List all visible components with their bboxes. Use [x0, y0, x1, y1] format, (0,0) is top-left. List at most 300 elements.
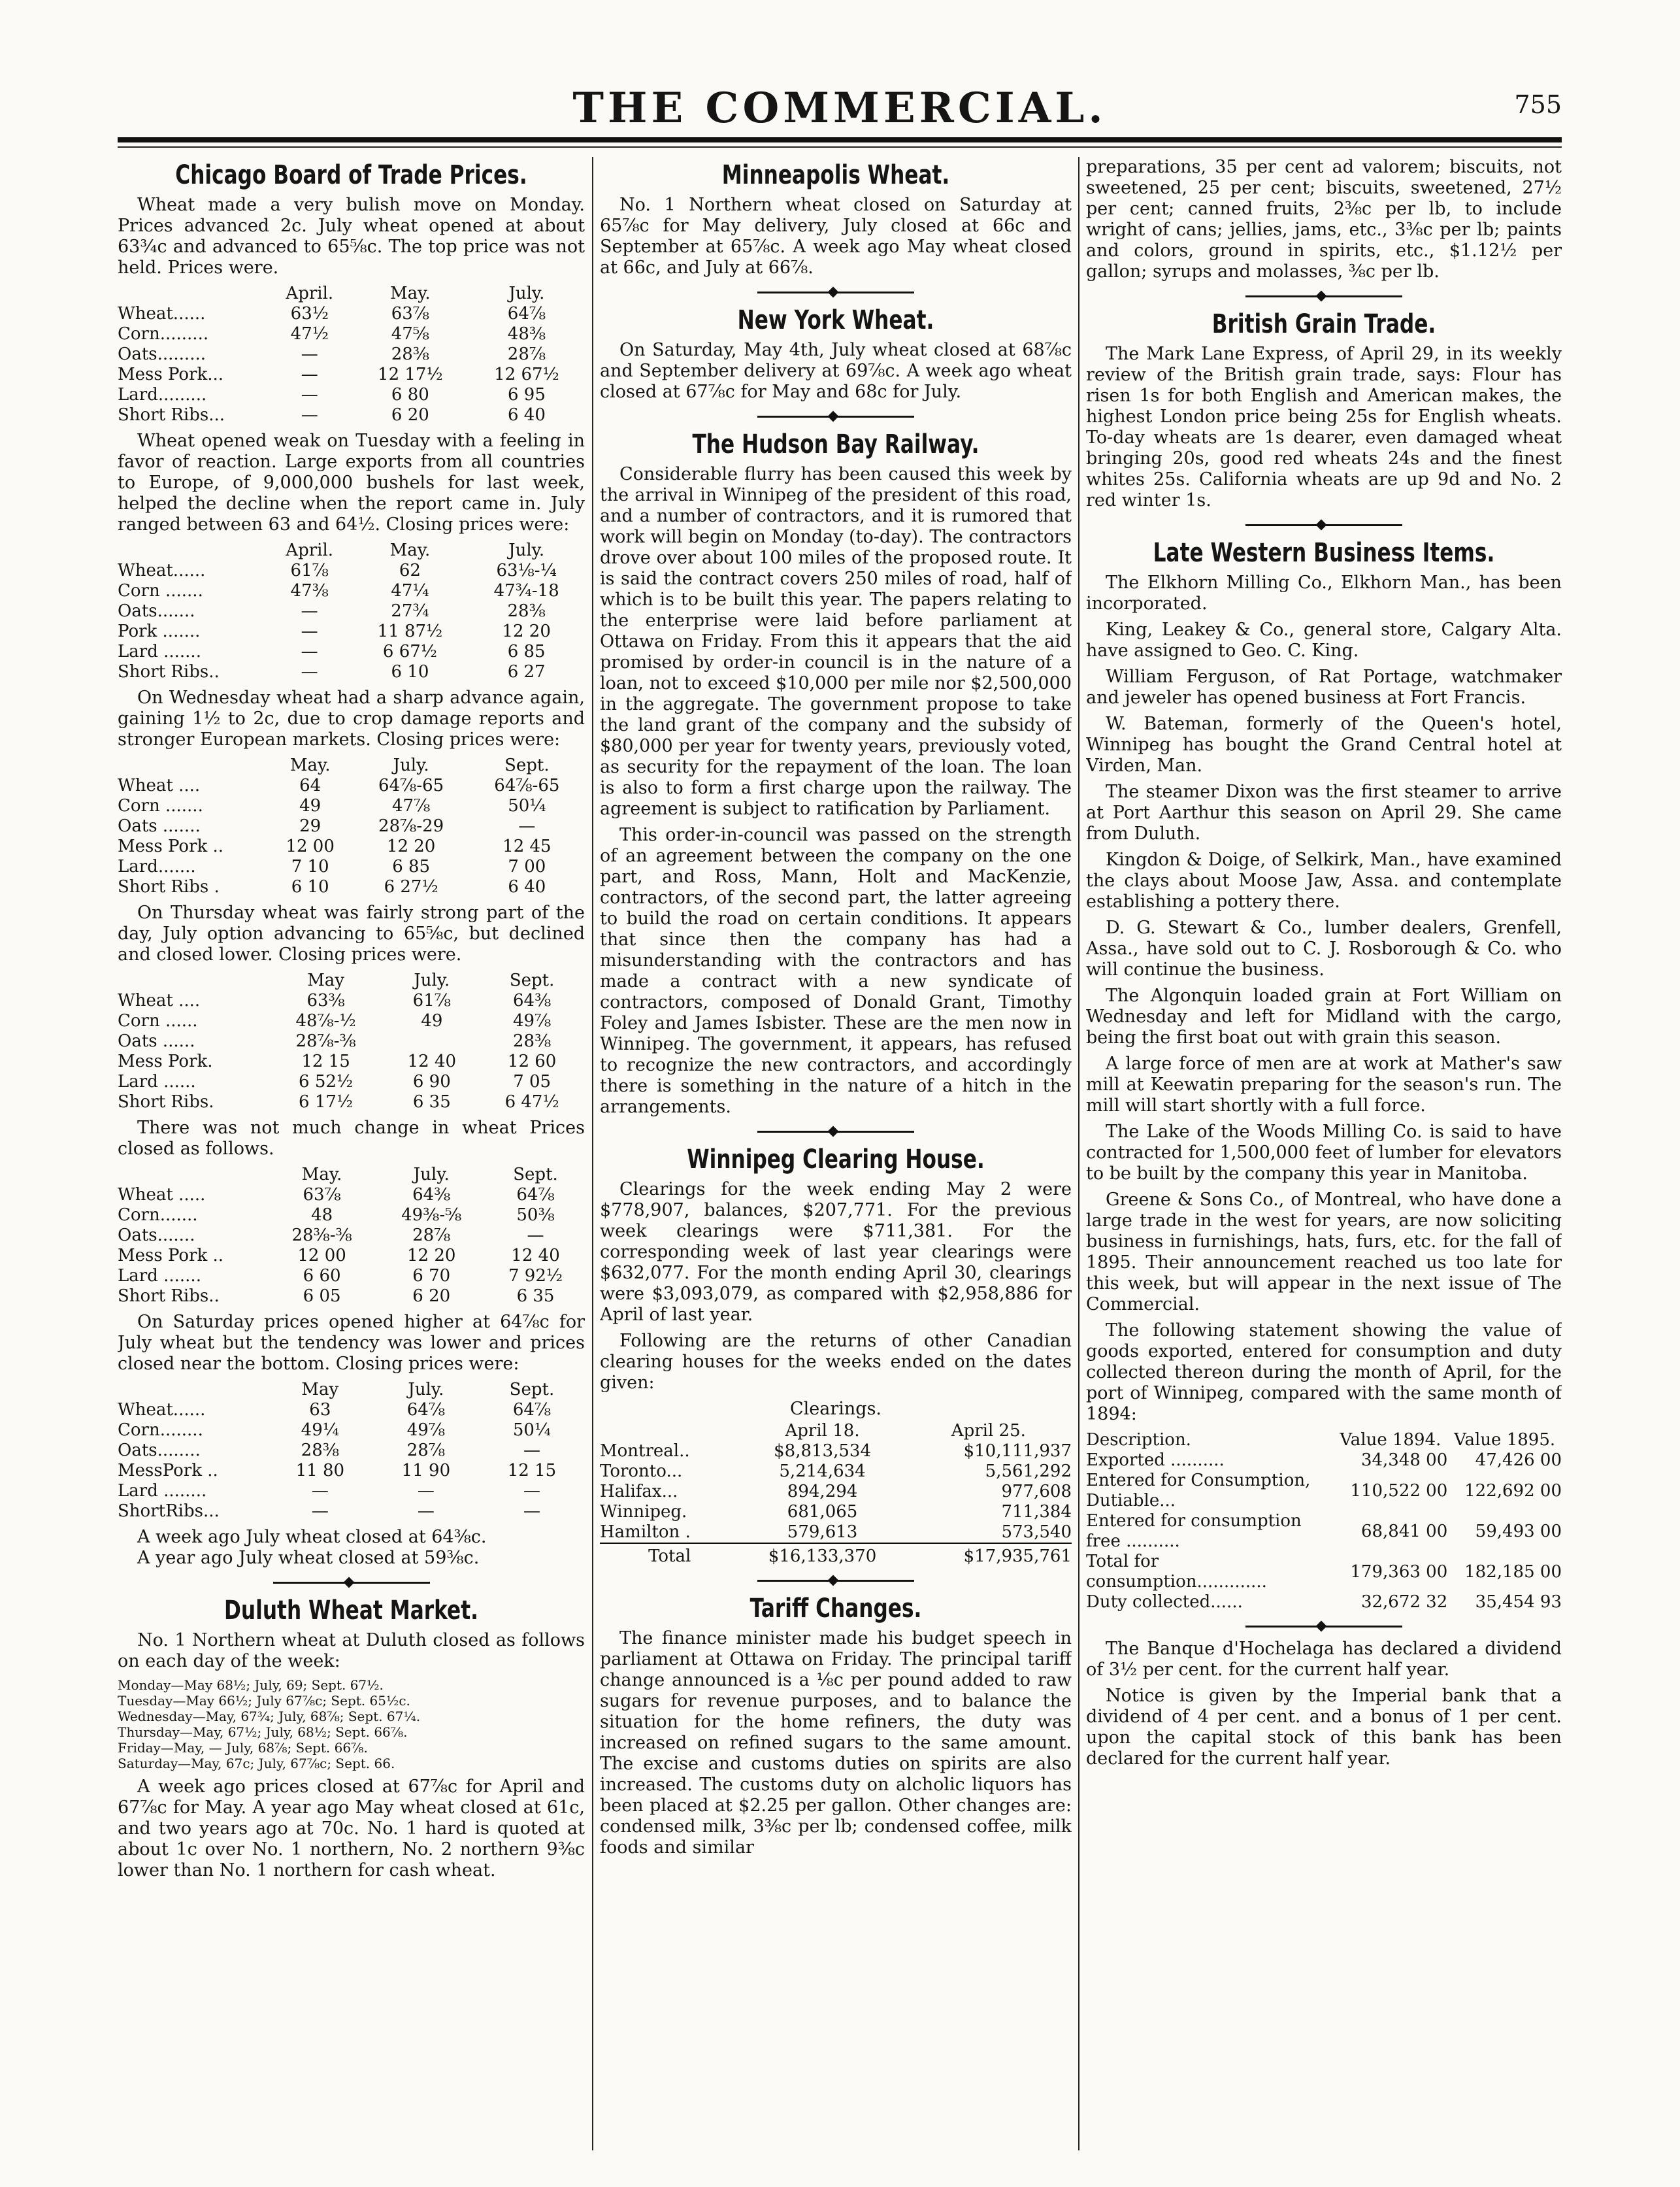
commodity-label: Corn ...... — [118, 1011, 198, 1031]
commodity-label: Short Ribs... — [118, 405, 225, 425]
price-cell: 50¼ — [512, 1420, 552, 1440]
price-cell: 6 70 — [412, 1266, 451, 1286]
chicago-para-8: A year ago July wheat closed at 59⅜c. — [137, 1548, 480, 1568]
customs-header: Value 1895. — [1454, 1430, 1556, 1450]
commodity-label: Corn ....... — [118, 581, 203, 601]
price-row — [118, 1266, 585, 1286]
commodity-label: Wheat .... — [118, 776, 201, 795]
customs-value: 110,522 00 — [1350, 1480, 1448, 1501]
price-column-header: May. — [389, 541, 431, 560]
clearings-cell: 579,613 — [787, 1522, 858, 1542]
customs-row — [1086, 1552, 1562, 1592]
price-row — [118, 1481, 585, 1501]
duluth-day: Friday—May, — July, 68⅞; Sept. 66⅞. — [118, 1740, 368, 1756]
price-cell: 11 90 — [401, 1461, 451, 1480]
price-cell: 63⅛-¼ — [496, 561, 557, 580]
commodity-label: Wheat .... — [118, 991, 201, 1010]
price-cell: — — [523, 1501, 540, 1521]
price-header-row — [118, 971, 585, 991]
customs-row — [1086, 1450, 1562, 1471]
price-row — [118, 857, 585, 877]
chicago-para-5: There was not much change in wheat Prices closed as follows. — [118, 1118, 585, 1159]
price-cell: 64⅞-65 — [494, 776, 560, 795]
clearings-header: April 18. — [785, 1421, 860, 1441]
price-cell: 64⅞ — [406, 1400, 446, 1420]
hudson-para-2: This order-in-council was passed on the strength of an agreement between the company on the one part, and Ross, Mann, Holt and MacKenzie, contractors, of the second part, the latter agreeing to build the road on certain conditions. It appears that since then the company has had a misunderstanding with the contractors and has made a contract with a new syndicate of contractors, composed of Donald Grant, Timothy Foley and James Isbister. These are the men now in Winnipeg. The government, it appears, has refused to recognize the new contractors, and accordingly there is something in the nature of a hitch in the arrangements. — [600, 825, 1072, 1117]
column-rule-2 — [1078, 157, 1079, 2150]
price-row — [118, 1501, 585, 1522]
customs-value: 47,426 00 — [1475, 1450, 1562, 1470]
price-cell: 6 27 — [507, 662, 546, 682]
price-cell: 63½ — [290, 304, 329, 324]
commodity-label: Lard ...... — [118, 1072, 196, 1092]
tariff-heading: Tariff Changes. — [749, 1594, 922, 1624]
commodity-label: Lard ....... — [118, 642, 201, 661]
commodity-label: Pork ....... — [118, 622, 201, 641]
price-cell: — — [301, 365, 318, 384]
masthead — [118, 77, 1562, 142]
price-row — [118, 816, 585, 837]
duluth-day: Saturday—May, 67c; July, 67⅞c; Sept. 66. — [118, 1756, 395, 1771]
customs-header-row — [1086, 1430, 1562, 1450]
price-cell: 6 52½ — [299, 1072, 354, 1092]
newyork-para-1: On Saturday, May 4th, July wheat closed at 68⅞c and September delivery at 69⅞c. A week ago wheat closed at 67⅞c for May and 68c for July. — [600, 340, 1072, 402]
price-column-header: May — [307, 971, 344, 990]
price-cell: — — [301, 385, 318, 405]
price-cell: 63⅞ — [391, 304, 429, 324]
clearings-cell: 894,294 — [787, 1482, 858, 1501]
price-cell: 28⅜ — [512, 1031, 552, 1051]
price-cell: 6 85 — [392, 857, 431, 876]
commodity-label: Wheat ..... — [118, 1185, 206, 1205]
customs-statement-table — [1086, 1430, 1562, 1612]
business-item: The steamer Dixon was the first steamer to arrive at Port Aarthur this season on April 29. She came from Duluth. — [1086, 782, 1562, 844]
price-row — [118, 991, 585, 1011]
chicago-para-4: On Thursday wheat was fairly strong part of the day, July option advancing to 65⅝c, but declined and closed lower. Closing prices were. — [118, 903, 585, 965]
price-cell: 6 40 — [508, 877, 546, 897]
section-divider — [757, 1576, 914, 1585]
price-column-header: Sept. — [513, 1165, 558, 1184]
customs-description: Entered for Consumption, Dutiable... — [1086, 1471, 1311, 1511]
commodity-label: Corn....... — [118, 1205, 198, 1225]
price-cell: 49⅞ — [512, 1011, 552, 1031]
business-item: W. Bateman, formerly of the Queen's hotel, Winnipeg has bought the Grand Central hotel at Virden, Man. — [1086, 714, 1562, 776]
commodity-label: ShortRibs... — [118, 1501, 220, 1521]
price-row — [118, 1441, 585, 1461]
price-cell: 28⅞-⅜ — [295, 1031, 356, 1051]
commodity-label: Short Ribs.. — [118, 662, 220, 682]
british-para-1: The Mark Lane Express, of April 29, in its weekly review of the British grain trade, says: Flour has risen 1s for both English and American makes, the highest London price being 25s for English wheats. To-day wheats are 1s dearer, even damaged wheat bringing 20s, good red wheats 24s and the finest whites 25s. California wheats are up 9d and No. 2 red winter 1s. — [1086, 344, 1562, 510]
price-cell: — — [311, 1501, 329, 1521]
section-divider — [757, 412, 914, 421]
price-cell: 47⅜ — [290, 581, 329, 601]
clearing-heading: Winnipeg Clearing House. — [687, 1144, 985, 1175]
business-item: The following statement showing the value of goods exported, entered for consumption and duty collected thereon during the month of April, for the port of Winnipeg, compared with the same month of 1894: — [1086, 1320, 1562, 1424]
price-cell: 64⅞ — [507, 304, 546, 324]
section-divider — [757, 288, 914, 297]
price-row — [118, 561, 585, 581]
price-row — [118, 1011, 585, 1031]
price-column-header: July. — [508, 284, 545, 303]
price-row — [118, 1205, 585, 1226]
business-item: The Lake of the Woods Milling Co. is said to have contracted for 1,500,000 feet of lumber for elevators to be built by the company this year in Manitoba. — [1086, 1122, 1562, 1184]
customs-row — [1086, 1511, 1562, 1552]
price-cell: — — [301, 642, 318, 661]
customs-value: 32,672 32 — [1360, 1592, 1448, 1612]
price-row — [118, 601, 585, 622]
imperial-notice: Notice is given by the Imperial bank that a dividend of 4 per cent. and a bonus of 1 per cent. upon the capital stock of this bank has been declared for the current half year. — [1086, 1686, 1562, 1769]
customs-value: 122,692 00 — [1464, 1480, 1562, 1501]
price-header-row — [118, 541, 585, 561]
clearings-row — [600, 1461, 1072, 1482]
price-cell: 12 20 — [386, 837, 436, 856]
chicago-table-5 — [118, 1165, 585, 1307]
business-item: Greene & Sons Co., of Montreal, who have done a large trade in the west for years, are now soliciting business in furnishings, hats, furs, etc. for the fall of 1895. Their announcement reached us too late for this week, but will appear in the next issue of The Commercial. — [1086, 1190, 1562, 1314]
price-row — [118, 796, 585, 816]
clearings-cell: $8,813,534 — [774, 1441, 871, 1461]
price-cell: 28⅜ — [391, 344, 429, 364]
clearings-cell: 977,608 — [1001, 1482, 1072, 1501]
price-row — [118, 324, 585, 344]
price-cell: 6 10 — [291, 877, 329, 897]
price-cell: — — [523, 1481, 540, 1501]
clearings-cell: 5,214,634 — [779, 1461, 866, 1481]
clearings-table-title: Clearings. — [789, 1399, 882, 1419]
customs-value: 35,454 93 — [1475, 1592, 1562, 1612]
customs-value: 59,493 00 — [1475, 1521, 1562, 1541]
price-cell: 64⅜ — [412, 1185, 451, 1205]
price-cell: 6 47½ — [504, 1092, 559, 1112]
price-cell: 63 — [309, 1400, 331, 1420]
commodity-label: MessPork .. — [118, 1461, 218, 1480]
price-column-header: Sept. — [509, 971, 555, 990]
price-row — [118, 1246, 585, 1266]
price-row — [118, 1461, 585, 1481]
price-cell: 6 85 — [507, 642, 546, 661]
commodity-label: Oats....... — [118, 1226, 195, 1245]
price-cell: 6 35 — [412, 1092, 451, 1112]
price-header-row — [118, 756, 585, 776]
price-column-header: May — [301, 1380, 339, 1399]
business-item: Kingdon & Doige, of Selkirk, Man., have examined the clays about Moose Jaw, Assa. and contemplate establishing a pottery there. — [1086, 850, 1562, 912]
clearings-row — [600, 1522, 1072, 1543]
price-cell: 64⅜ — [512, 991, 552, 1010]
tariff-para-1: The finance minister made his budget speech in parliament at Ottawa on Friday. The principal tariff change announced is a ⅛c per pound added to raw sugars for revenue purposes, and to balance the situation for the home refiners, the duty was increased on refined sugars to the same amount. The excise and customs duties on spirits are also increased. The customs duty on alcholic liquors has been placed at $2.25 per gallon. Other changes are: condensed milk, 3⅜c per lb; condensed coffee, milk foods and similar — [600, 1628, 1072, 1858]
price-cell: — — [417, 1501, 435, 1521]
commodity-label: Mess Pork .. — [118, 837, 224, 856]
section-divider — [273, 1578, 430, 1587]
column-rule-1 — [592, 157, 593, 2150]
price-cell: 50⅜ — [516, 1205, 555, 1225]
chicago-table-2 — [118, 541, 585, 682]
section-divider — [1245, 292, 1402, 301]
city-label: Halifax... — [600, 1482, 678, 1501]
price-cell: 28⅞ — [406, 1441, 446, 1460]
business-item: A large force of men are at work at Mather's saw mill at Keewatin preparing for the season's run. The mill will start shortly with a full force. — [1086, 1054, 1562, 1116]
british-heading: British Grain Trade. — [1211, 309, 1436, 339]
price-cell: 49 — [421, 1011, 443, 1031]
price-header-blank — [118, 756, 267, 776]
price-cell: 12 20 — [407, 1246, 456, 1265]
commodity-label: Corn ....... — [118, 796, 203, 816]
clearings-row — [600, 1502, 1072, 1522]
price-row — [118, 1226, 585, 1246]
price-cell: — — [527, 1226, 544, 1245]
section-divider — [1245, 520, 1402, 529]
clearings-total-row — [600, 1543, 1072, 1567]
business-item: The Elkhorn Milling Co., Elkhorn Man., has been incorporated. — [1086, 573, 1562, 614]
price-header-row — [118, 284, 585, 304]
chicago-para-2: Wheat opened weak on Tuesday with a feeling in favor of reaction. Large exports from all countries to Europe, of 9,000,000 bushels for last week, helped the decline when the report came in. July ranged between 63 and 64½. Closing prices were: — [118, 431, 585, 535]
duluth-day: Monday—May 68½; July, 69; Sept. 67½. — [118, 1677, 384, 1693]
price-cell: — — [301, 601, 318, 621]
price-cell: 6 67½ — [382, 642, 437, 661]
price-cell: 63⅞ — [303, 1185, 341, 1205]
commodity-label: Lard....... — [118, 857, 196, 876]
commodity-label: Corn........ — [118, 1420, 203, 1440]
duluth-day: Thursday—May, 67½; July, 68½; Sept. 66⅞. — [118, 1724, 408, 1740]
price-cell: 28⅞ — [507, 344, 546, 364]
clearings-cell: 5,561,292 — [985, 1461, 1072, 1481]
duluth-heading: Duluth Wheat Market. — [224, 1595, 478, 1626]
price-cell: 12 60 — [507, 1052, 557, 1071]
price-header-blank — [118, 1165, 267, 1185]
header-rule-thick — [118, 137, 1562, 142]
price-cell: 28⅜ — [301, 1441, 339, 1460]
price-row — [118, 1052, 585, 1072]
section-divider — [1245, 1622, 1402, 1631]
price-cell: 6 80 — [391, 385, 429, 405]
price-cell: 48⅞-½ — [295, 1011, 356, 1031]
price-cell: 49⅜-⅝ — [401, 1205, 462, 1225]
price-column-header: July. — [414, 971, 450, 990]
customs-value: 182,185 00 — [1464, 1561, 1562, 1582]
price-cell: — — [301, 662, 318, 682]
business-item: D. G. Stewart & Co., lumber dealers, Grenfell, Assa., have sold out to C. J. Rosborough & Co. who will continue the business. — [1086, 918, 1562, 980]
commodity-label: Short Ribs.. — [118, 1286, 220, 1306]
price-cell: 6 20 — [391, 405, 429, 425]
price-cell: 6 20 — [412, 1286, 451, 1306]
price-row — [118, 581, 585, 601]
price-cell: 28⅜ — [507, 601, 546, 621]
minneapolis-para-1: No. 1 Northern wheat closed on Saturday at 65⅞c for May delivery, July closed at 66c and September at 65⅞c. A week ago May wheat closed at 66c, and July at 66⅞. — [600, 195, 1072, 278]
price-cell: 47⅝ — [391, 324, 429, 344]
price-cell: — — [518, 816, 536, 836]
price-column-header: Sept. — [509, 1380, 555, 1399]
commodity-label: Short Ribs . — [118, 877, 220, 897]
price-cell: 47⅞ — [391, 796, 431, 816]
customs-description: Exported .......... — [1086, 1450, 1225, 1470]
price-row — [118, 877, 585, 897]
price-row — [118, 1400, 585, 1420]
price-cell: 11 80 — [295, 1461, 345, 1480]
duluth-para-2: A week ago prices closed at 67⅞c for April and 67⅞c for May. A year ago May wheat closed at 61c, and two years ago at 70c. No. 1 hard is quoted at about 1c over No. 1 northern, No. 2 northern 9⅜c lower than No. 1 northern for cash wheat. — [118, 1777, 585, 1880]
price-column-header: July. — [413, 1165, 450, 1184]
price-cell: 7 05 — [513, 1072, 552, 1092]
price-cell: 28⅜-⅜ — [291, 1226, 352, 1245]
price-cell: 6 17½ — [299, 1092, 354, 1112]
price-cell: 64 — [299, 776, 321, 795]
price-cell: 50¼ — [508, 796, 546, 816]
chicago-para-3: On Wednesday wheat had a sharp advance again, gaining 1½ to 2c, due to crop damage reports and stronger European markets. Closing prices were: — [118, 688, 585, 750]
commodity-label: Mess Pork .. — [118, 1246, 224, 1265]
business-item: King, Leakey & Co., general store, Calgary Alta. have assigned to Geo. C. King. — [1086, 620, 1562, 661]
price-cell: 64⅞ — [516, 1185, 555, 1205]
clearings-header: April 25. — [951, 1421, 1026, 1441]
price-cell: 64⅞ — [512, 1400, 552, 1420]
price-cell: 7 92½ — [508, 1266, 563, 1286]
price-cell: 12 40 — [511, 1246, 560, 1265]
commodity-label: Mess Pork. — [118, 1052, 213, 1071]
price-row — [118, 1286, 585, 1307]
price-cell: 28⅞-29 — [378, 816, 444, 836]
commodity-label: Wheat...... — [118, 304, 206, 324]
price-column-header: July. — [408, 1380, 444, 1399]
price-row — [118, 622, 585, 642]
price-header-blank — [118, 541, 267, 561]
city-label: Toronto... — [600, 1461, 683, 1481]
customs-row — [1086, 1471, 1562, 1511]
price-row — [118, 1072, 585, 1092]
commodity-label: Lard ....... — [118, 1266, 201, 1286]
clearings-total-cell: $17,935,761 — [906, 1543, 1072, 1567]
price-cell: 12 15 — [301, 1052, 350, 1071]
price-row — [118, 1092, 585, 1112]
price-column-header: July. — [393, 756, 429, 775]
price-cell: 11 87½ — [377, 622, 443, 641]
price-cell: 27¾ — [391, 601, 429, 621]
column-3 — [1086, 157, 1562, 2150]
price-row — [118, 405, 585, 426]
price-cell: 49¼ — [301, 1420, 339, 1440]
price-cell: 6 35 — [516, 1286, 555, 1306]
chicago-heading: Chicago Board of Trade Prices. — [175, 160, 527, 190]
page-number: 755 — [1514, 90, 1562, 119]
clearings-header-blank — [600, 1421, 739, 1441]
price-row — [118, 385, 585, 405]
price-column-header: May. — [301, 1165, 342, 1184]
clearings-total-cell: $16,133,370 — [739, 1543, 905, 1567]
chicago-table-3 — [118, 756, 585, 897]
duluth-day: Wednesday—May, 67¾; July, 68⅞; Sept. 67¼. — [118, 1709, 421, 1724]
price-cell: 6 60 — [303, 1266, 341, 1286]
clearings-total-label: Total — [600, 1543, 739, 1567]
commodity-label: Lard ........ — [118, 1481, 207, 1501]
header-rule-thin — [118, 146, 1562, 148]
price-cell: 6 90 — [412, 1072, 451, 1092]
duluth-para-1: No. 1 Northern wheat at Duluth closed as follows on each day of the week: — [118, 1630, 585, 1671]
price-row — [118, 776, 585, 796]
price-header-blank — [118, 284, 267, 304]
price-column-header: April. — [286, 284, 334, 303]
customs-header: Value 1894. — [1340, 1430, 1441, 1450]
price-row — [118, 1185, 585, 1205]
customs-row — [1086, 1592, 1562, 1612]
price-cell: 6 95 — [508, 385, 546, 405]
clearings-table — [600, 1421, 1072, 1567]
price-cell: 6 05 — [303, 1286, 341, 1306]
commodity-label: Wheat...... — [118, 1400, 206, 1420]
hudson-heading: The Hudson Bay Railway. — [692, 429, 980, 459]
price-row — [118, 837, 585, 857]
clearings-row — [600, 1441, 1072, 1461]
clearing-para-2: Following are the returns of other Canadian clearing houses for the weeks ended on the dates given: — [600, 1331, 1072, 1393]
price-cell: 48 — [311, 1205, 333, 1225]
price-cell: 64⅞-65 — [378, 776, 444, 795]
price-cell — [384, 1031, 479, 1052]
price-cell: 28⅞ — [412, 1226, 451, 1245]
city-label: Montreal.. — [600, 1441, 690, 1461]
price-cell: 12 40 — [407, 1052, 457, 1071]
price-row — [118, 662, 585, 682]
price-row — [118, 1420, 585, 1441]
price-cell: 12 17½ — [378, 365, 443, 384]
price-cell: 12 45 — [502, 837, 552, 856]
clearings-cell: 681,065 — [787, 1502, 858, 1522]
customs-value: 179,363 00 — [1350, 1561, 1448, 1582]
commodity-label: Corn......... — [118, 324, 209, 344]
commodity-label: Oats......... — [118, 344, 206, 364]
commodity-label: Wheat...... — [118, 561, 206, 580]
commodity-label: Lard......... — [118, 385, 207, 405]
price-row — [118, 344, 585, 365]
chicago-para-1: Wheat made a very bulish move on Monday. Prices advanced 2c. July wheat opened at about 63¾c and advanced to 65⅝c. The top price was not held. Prices were. — [118, 195, 585, 278]
price-column-header: May. — [390, 284, 431, 303]
late-items-heading: Late Western Business Items. — [1153, 538, 1495, 568]
price-cell: 12 20 — [502, 622, 551, 641]
price-row — [118, 304, 585, 324]
commodity-label: Oats ...... — [118, 1031, 195, 1051]
chicago-table-4 — [118, 971, 585, 1112]
customs-description: Duty collected...... — [1086, 1592, 1243, 1612]
clearings-row — [600, 1482, 1072, 1502]
price-cell: 7 00 — [508, 857, 546, 876]
price-column-header: Sept. — [504, 756, 550, 775]
price-header-row — [118, 1380, 585, 1400]
commodity-label: Short Ribs. — [118, 1092, 214, 1112]
price-column-header: April. — [286, 541, 334, 560]
column-2 — [600, 157, 1072, 2150]
price-cell: — — [417, 1481, 435, 1501]
price-cell: 6 27½ — [384, 877, 438, 897]
price-cell: 12 15 — [507, 1461, 557, 1480]
price-cell: 49⅞ — [406, 1420, 446, 1440]
price-cell: 29 — [299, 816, 321, 836]
price-cell: 12 00 — [286, 837, 335, 856]
customs-description: Entered for consumption free .......... — [1086, 1511, 1302, 1551]
price-cell: 12 00 — [297, 1246, 346, 1265]
tariff-continued: preparations, 35 per cent ad valorem; biscuits, not sweetened, 25 per cent; biscuits, sweetened, 27½ per cent; canned fruits, 2⅜c per lb, to include wright of cans; jellies, jams, etc., 3⅜c per lb; paints and colors, ground in spirits, etc., $1.12½ per gallon; syrups and molasses, ⅜c per lb. — [1086, 157, 1562, 282]
hudson-para-1: Considerable flurry has been caused this week by the arrival in Winnipeg of the president of this road, and a number of contractors, and it is rumored that work will begin on Monday (to-day). The contractors drove over about 100 miles of the proposed route. It is said the contract covers 250 miles of road, half of which is to be built this year. The papers relating to the enterprise were laid before parliament at Ottawa on Friday. From this it appears that the aid promised by order-in council is in the nature of a loan, not to exceed $10,000 per mile nor $2,500,000 in the aggregate. The government propose to take the land grant of the company and the subsidy of $80,000 per year for twenty years, previously voted, as security for the repayment of the loan. The loan is also to form a first charge upon the railway. The agreement is subject to ratification by Parliament. — [600, 464, 1072, 819]
customs-value: 34,348 00 — [1360, 1450, 1448, 1470]
chicago-table-1 — [118, 284, 585, 426]
chicago-para-7: A week ago July wheat closed at 64⅜c. — [137, 1527, 487, 1547]
column-1 — [118, 157, 585, 2150]
price-cell: 61⅞ — [290, 561, 329, 580]
page-title: THE COMMERCIAL. — [572, 84, 1107, 133]
commodity-label: Oats....... — [118, 601, 195, 621]
price-cell: 12 67½ — [494, 365, 559, 384]
business-item: William Ferguson, of Rat Portage, watchmaker and jeweler has opened business at Fort Francis. — [1086, 667, 1562, 708]
price-column-header: May. — [289, 756, 331, 775]
price-cell: — — [311, 1481, 329, 1501]
price-cell: 48⅜ — [507, 324, 546, 344]
minneapolis-heading: Minneapolis Wheat. — [721, 160, 950, 190]
chicago-table-6 — [118, 1380, 585, 1522]
chicago-para-6: On Saturday prices opened higher at 64⅞c for July wheat but the tendency was lower and prices closed near the bottom. Closing prices were: — [118, 1312, 585, 1374]
customs-description: Total for consumption............. — [1086, 1552, 1267, 1592]
customs-header: Description. — [1086, 1430, 1191, 1450]
